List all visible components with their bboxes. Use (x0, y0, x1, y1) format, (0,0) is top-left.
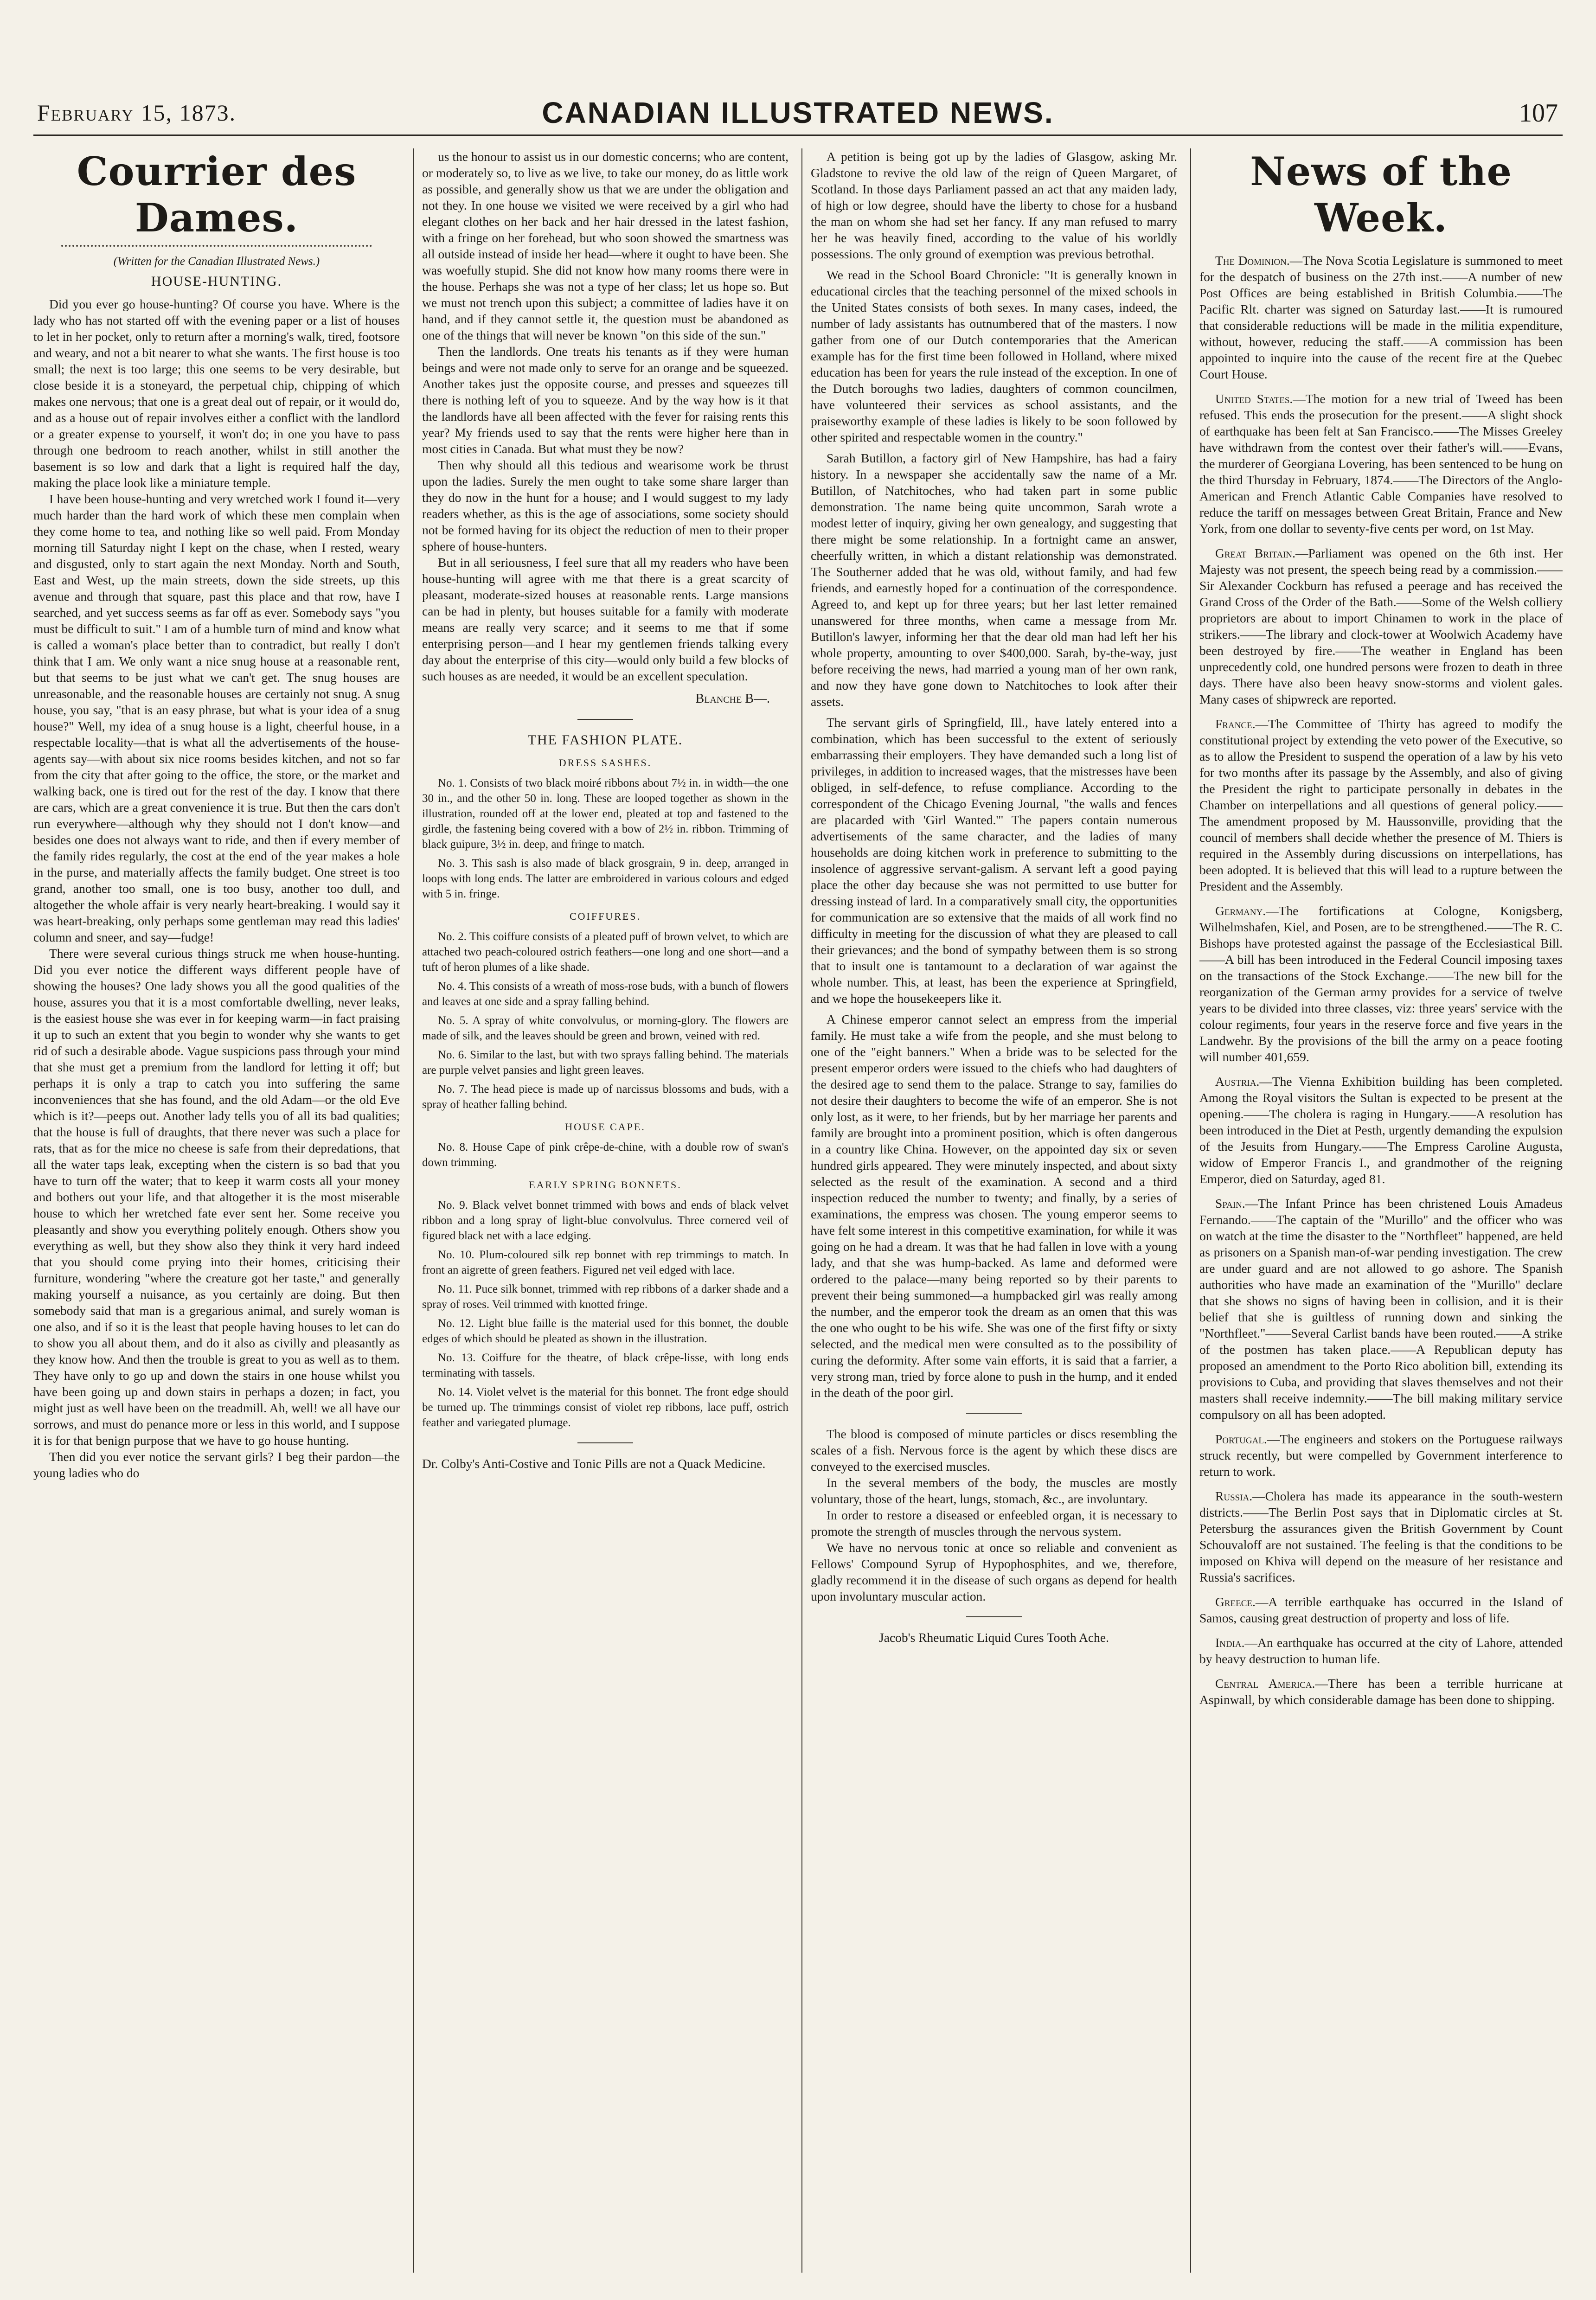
paragraph: A petition is being got up by the ladies of Glasgow, asking Mr. Gladstone to revive the old law of the reign of Queen Margaret, of Scotland. In those days Parliament passed an act that any maiden lady, of high or low degree, should have the liberty to chose for a husband the man on whom she had set her fancy. If any man refused to marry her he was heavily fined, according to the value of his worldly possessions. The only ground of exemption was previous betrothal. (811, 149, 1177, 261)
news-entry-text: —There has been a terrible hurricane at Aspinwall, by which considerable damage has been done to shipping. (1199, 1676, 1563, 1707)
fashion-item: No. 8. House Cape of pink crêpe-de-chine, with a double row of swan's down trimming. (422, 1141, 788, 1169)
fashion-item: No. 1. Consists of two black moiré ribbons about 7½ in. in width—the one 30 in., and the other 50 in. long. These are looped together as shown in the illustration, rounded off at the lower end, pleated at top and fastened to the girdle, the fastening being covered with a bow of 2½ in. ribbon. Trimming of black guipure, 3½ in. deep, and fringe to match. (422, 777, 788, 851)
news-entry-text: —The Vienna Exhibition building has been completed. Among the Royal visitors the Sultan is expected to be present at the opening.——The cholera is raging in Hungary.——A resolution has been introduced in the Diet at Pesth, urgently demanding the expulsion of the Jesuits from Hungary.——The Empress Caroline Augusta, widow of Emperor Francis I., and grandmother of the reigning Emperor, died on Saturday, aged 81. (1199, 1074, 1563, 1186)
news-entry (1199, 903, 1563, 1065)
page-number: 107 (1519, 99, 1558, 128)
fashion-item: No. 11. Puce silk bonnet, trimmed with rep ribbons of a darker shade and a spray of roses. Veil trimmed with knotted fringe. (422, 1283, 788, 1311)
notice-paragraph: In order to restore a diseased or enfeebled organ, it is necessary to promote the strength of muscles through the nervous system. (811, 1508, 1177, 1538)
news-entry (1199, 1594, 1563, 1626)
fashion-plate-title: THE FASHION PLATE. (527, 732, 683, 748)
fashion-item: No. 10. Plum-coloured silk rep bonnet with rep trimmings to match. In front an aigrette of green feathers. Figured net veil edged with lace. (422, 1249, 788, 1276)
issue-date: February 15, 1873. (37, 100, 237, 126)
news-entry-text: —A terrible earthquake has occurred in the Island of Samos, causing great destruction of property and loss of life. (1199, 1595, 1563, 1625)
column-4 (1199, 148, 1563, 2273)
paragraph: Then the landlords. One treats his tenants as if they were human beings and were not made only to serve for an orange and be squeezed. Another takes just the opposite course, and presses and squeezes till there is nothing left of you to squeeze. And by the way how is it that the landlords have all been affected with the fever for raising rents this year? My friends used to say that the rents were higher here than in most cities in Canada. But what must they be now? (422, 344, 788, 456)
news-entry-text: —The engineers and stokers on the Portuguese railways struck recently, but were compelled by Government interference to return to work. (1199, 1432, 1563, 1479)
news-entry-place: United States. (1215, 391, 1293, 406)
news-entry-place: France. (1215, 717, 1256, 731)
news-entry (1199, 1634, 1563, 1667)
dotted-rule (61, 245, 372, 247)
fashion-item: No. 4. This consists of a wreath of moss-rose buds, with a bunch of flowers and leaves at one side and a spray falling behind. (422, 980, 788, 1008)
news-entry-place: Central America. (1215, 1676, 1315, 1691)
news-entry-text: —The Nova Scotia Legislature is summoned to meet for the despatch of business on the 27th inst.——A number of new Post Offices are being established in British Columbia.——The Pacific Rlt. charter was signed on Saturday last.——It is rumoured that considerable reductions will be made in the militia expenditure, without, however, reducing the staff.——A commission has been appointed to inquire into the cause of the recent fire at the Quebec Court House. (1199, 253, 1563, 381)
column-2 (422, 148, 788, 2273)
news-entry-text: —The Committee of Thirty has agreed to modify the constitutional project by extending the veto power of the Executive, so as to allow the President to suspend the operation of a law by his veto for two months after its passage by the Assembly, and also of giving the President the right to participate personally in debates in the Chamber on interpellations and all questions of general policy.——The amendment proposed by M. Haussonville, providing that the council of members shall decide whether the presence of M. Thiers is required in the Assembly during discussions on interpellations, has been adopted. It is believed that this will lead to a rupture between the President and the Assembly. (1199, 717, 1563, 893)
divider (966, 1413, 1022, 1414)
fashion-item: No. 2. This coiffure consists of a pleated puff of brown velvet, to which are attached two peach-coloured ostrich feathers—one long and one short—and a tuft of heron plumes of a like shade. (422, 930, 788, 974)
newspaper-title: CANADIAN ILLUSTRATED NEWS. (542, 96, 1054, 129)
columns (33, 148, 1563, 2273)
paragraph: Then did you ever notice the servant girls? I beg their pardon—the young ladies who do (33, 1449, 400, 1480)
news-entry (1199, 252, 1563, 382)
news-entry-place: Russia. (1215, 1489, 1253, 1503)
notice-paragraph: The blood is composed of minute particles or discs resembling the scales of a fish. Nervous force is the agent by which these discs are conveyed to the exercised muscles. (811, 1427, 1177, 1474)
fashion-section-heading: COIFFURES. (569, 910, 641, 922)
news-entry-place: The Dominion. (1215, 253, 1290, 268)
news-entry-text: —The motion for a new trial of Tweed has been refused. This ends the prosecution for the present.——A slight shock of earthquake has been felt at San Francisco.——The Misses Greeley have withdrawn from the contest over their father's will.——Evans, the murderer of Georgiana Lovering, has been sentenced to be hung on the third Thursday in February, 1874.——The Directors of the Anglo-American and French Atlantic Cable Companies have resolved to reduce the tariff on messages between Great Britain, France and New York, from one dollar to seventy-five cents per word, on 1st May. (1199, 391, 1563, 536)
paragraph: us the honour to assist us in our domestic concerns; who are content, or moderately so, to live as we live, to take our money, do as little work as possible, and generally show us that we are under the obligation and not they. In one house we visited we were received by a girl who had elegant clothes on her back and her hair dressed in the latest fashion, with a fringe on her forehead, but who soon showed the smartness was all outside instead of inside her head—where it ought to have been. She was woefully stupid. She did not know how many rooms there were in the house. Perhaps she was not a type of her class; let us hope so. But we must not trench upon this subject; a committee of ladies have it on hand, and if they cannot settle it, the question must be abandoned as one of the things that will never be known "on this side of the sun." (422, 149, 788, 342)
news-entry-place: Greece. (1215, 1595, 1256, 1609)
fashion-sections (422, 755, 788, 1430)
article-body (33, 296, 400, 1481)
news-entry-place: India. (1215, 1635, 1245, 1650)
miscellany-body (811, 148, 1177, 1401)
news-entry (1199, 545, 1563, 707)
column-rule (1190, 148, 1191, 2273)
column-1 (33, 148, 400, 2273)
news-entry-place: Germany. (1215, 903, 1266, 918)
article-title: HOUSE-HUNTING. (151, 274, 282, 289)
news-entry (1199, 1488, 1563, 1585)
fashion-section-heading: HOUSE CAPE. (565, 1121, 646, 1133)
news-entry-place: Portugal. (1215, 1432, 1267, 1446)
news-entry (1199, 1431, 1563, 1480)
paragraph: We read in the School Board Chronicle: "It is generally known in educational circles that the teaching personnel of the mixed schools in the United States consists of both sexes. In many cases, indeed, the number of lady assistants has outnumbered that of the masters. I now gather from one of our Dutch contemporaries that the American example has for the first time been followed in Holland, where mixed education has been for years the rule instead of the exception. In one of the Dutch boroughs two ladies, daughters of common councilmen, have volunteered their services as school assistants, and the praiseworthy example of these ladies is likely to be soon followed by other spirited and respectable women in the country." (811, 268, 1177, 444)
column-masthead: News of the Week. (1250, 148, 1512, 241)
notice-body (811, 1426, 1177, 1604)
paragraph: Did you ever go house-hunting? Of course you have. Where is the lady who has not started off with the evening paper or a list of houses to let in her pocket, only to return after a morning's walk, tired, footsore and weary, and not a bit nearer to what she wants. The first house is too small; the next is too large; this one seems to be very desirable, but close beside it is a stoneyard, the perpetual chip, chipping of which makes one nervous; that one is a great deal out of repair, or it would do, and as a house out of repair involves either a conflict with the landlord or a greater expense to yourself, it won't do; in one you have to pass through one bedroom to reach another, whilst in still another the basement is so low and dark that a light is required half the day, making the place look like a miniature temple. (33, 297, 400, 490)
news-entry (1199, 1195, 1563, 1422)
divider (577, 1442, 633, 1443)
news-entry (1199, 391, 1563, 537)
news-entry-place: Great Britain. (1215, 546, 1296, 560)
column-rule (801, 148, 802, 2273)
news-entry (1199, 716, 1563, 894)
fashion-section-heading: DRESS SASHES. (558, 757, 652, 769)
byline: (Written for the Canadian Illustrated News.) (113, 255, 320, 268)
notice-paragraph: In the several members of the body, the muscles are mostly voluntary, those of the heart, lungs, stomach, &c., are involuntary. (811, 1475, 1177, 1506)
column-masthead: Courrier des Dames. (77, 148, 357, 241)
news-entry-text: —The fortifications at Cologne, Konigsberg, Wilhelmshafen, Kiel, and Posen, are to be strengthened.——The R. C. Bishops have protested against the passage of the Ecclesiastical Bill.——A bill has been introduced in the Federal Council imposing taxes on the transactions of the Stock Exchange.——The new bill for the reorganization of the German army provides for a service of twelve years to be divided into three classes, viz: three years' service with the colour regiments, four years in the reserve force and five years in the Landwehr. By the provisions of the bill the army on a peace footing will number 401,659. (1199, 903, 1563, 1064)
fashion-item: No. 12. Light blue faille is the material used for this bonnet, the double edges of which should be pleated as shown in the illustration. (422, 1317, 788, 1345)
news-entry (1199, 1675, 1563, 1708)
column-rule (413, 148, 414, 2273)
fashion-item: No. 14. Violet velvet is the material for this bonnet. The front edge should be turned up. The trimmings consist of violet rep ribbons, lace puff, ostrich feather and variegated plumage. (422, 1386, 788, 1429)
news-entry-text: —An earthquake has occurred at the city of Lahore, attended by heavy destruction to human life. (1199, 1635, 1563, 1666)
fashion-item: No. 6. Similar to the last, but with two sprays falling behind. The materials are purple velvet pansies and light green leaves. (422, 1049, 788, 1076)
advertisement: Jacob's Rheumatic Liquid Cures Tooth Ache. (879, 1630, 1109, 1645)
notice-paragraph: We have no nervous tonic at once so reliable and convenient as Fellows' Compound Syrup of Hypophosphites, and we, therefore, gladly recommend it in the disease of such organs as depend for health upon involuntary muscular action. (811, 1540, 1177, 1603)
divider (577, 719, 633, 720)
news-entry-place: Austria. (1215, 1074, 1260, 1089)
fashion-item: No. 3. This sash is also made of black grosgrain, 9 in. deep, arranged in loops with long ends. The latter are embroidered in various colours and edged with 5 in. fringe. (422, 857, 788, 900)
signature: Blanche B—. (695, 692, 770, 706)
paragraph: There were several curious things struck me when house-hunting. Did you ever notice the different ways different people have of showing the houses? One lady shows you all the good qualities of the house, assures you that it is a most comfortable dwelling, never leaks, is the easiest house she was ever in for keeping warm—in fact praising it up to such an extent that you begin to wonder why she wants to get rid of such a desirable abode. Vague suspicions pass through your mind that she must get a premium from the landlord for letting it off; but perhaps it is only a trap to catch you into suffering the same inconveniences that she has found, and the old Adam—or the old Eve which is it?—peeps out. Another lady tells you of all its bad qualities; that the house is full of draughts, that there never was such a place for rats, that as for the mice no cheese is safe from their depredations, that all the water taps leak, excepting when the cistern is so bad that you have to turn off the water; that to keep it warm costs all your money and bothers out your life, and that altogether it is the most miserable house to which her wretched fate ever sent her. Some receive you pleasantly and show you everything politely enough. Others show you everything as well, but they show also they think it very hard indeed that you should come prying into their homes, criticising their furniture, wondering "where the creature got her taste," and generally making yourself a nuisance, as you certainly are doing. But then somebody said that man is a gregarious animal, and surely woman is one also, and if so it is the least that people having houses to let can do to show you all about them, and do it also as civilly and pleasantly as they know how. And then the trouble is great to you as well as to them. They have only to go up and down the stairs in one house whilst you have been going up and down stairs in perhaps a dozen; in fact, you might just as well have been on the treadmill. Ah, well! we all have our sorrows, and must do penance more or less in this world, and I suppose it is for that benign purpose that we have to go house hunting. (33, 946, 400, 1448)
paragraph: A Chinese emperor cannot select an empress from the imperial family. He must take a wife from the people, and she must belong to one of the "eight banners." When a bride was to be selected for the present emperor orders were issued to the chiefs who had daughters of the desired age to send them to the palace. Strange to say, families do not desire their daughters to become the wife of an emperor. She is not only lost, as it were, to her friends, but by her marriage her parents and family are brought into a prominent position, which is often dangerous in a country like China. However, on the appointed day six or seven hundred girls appeared. They were minutely inspected, and about sixty selected as the result of the examination. A second and a third inspection reduced the number to twenty; and finally, by a series of examinations, the empress was chosen. The young emperor seems to have felt some interest in this competitive examination, for while it was going on he had a dream. It was that he had fallen in love with a young lady, and that she was hump-backed. As lame and deformed were ordered to the palace—many being reported so by their parents to prevent their being summoned—a humpbacked girl was really among the number, and the emperor took the dream as an omen that this was the one who ought to be his wife. She was one of the first fifty or sixty selected, and the medical men were consulted as to the possibility of curing the deformity. After some vain efforts, it is said that a farrier, a very strong man, tried by force alone to push in the hump, and it ended in the death of the poor girl. (811, 1012, 1177, 1400)
news-entry-place: Spain. (1215, 1196, 1245, 1211)
paragraph: Sarah Butillon, a factory girl of New Hampshire, has had a fairy history. In a newspaper she accidentally saw the name of a Mr. Butillon, of Natchitoches, who had taken part in some public demonstration. The name being quite uncommon, Sarah wrote a modest letter of inquiry, giving her own genealogy, and suggesting that there might be some relationship. In a fortnight came an answer, cheerfully written, in which a distant relationship was demonstrated. The Southerner added that he was old, without family, and had few friends, and earnestly hoped for a continuation of the correspondence. Agreed to, and kept up for three years; but her last letter remained unanswered for three months, when came a message from Mr. Butillon's lawyer, informing her that the dear old man had left her his whole property, amounting to over $400,000. Sarah, by-the-way, just before receiving the news, had married a young man of her own rank, and now they have gone down to Natchitoches to look after their assets. (811, 451, 1177, 709)
news-entry-text: —Parliament was opened on the 6th inst. Her Majesty was not present, the speech being read by a commission.——Sir Alexander Cockburn has refused a peerage and has received the Grand Cross of the Order of the Bath.——Some of the Welsh colliery proprietors are about to import Chinamen to work in the place of strikers.——The library and clock-tower at Woolwich Academy have been destroyed by fire.——The weather in England has been unprecedently cold, one hundred persons were frozen to death in three days. There have also been heavy snow-storms and violent gales. Many cases of shipwreck are reported. (1199, 546, 1563, 706)
divider (966, 1616, 1022, 1617)
page-header (33, 83, 1563, 136)
fashion-section-heading: EARLY SPRING BONNETS. (529, 1179, 682, 1191)
fashion-item: No. 13. Coiffure for the theatre, of black crêpe-lisse, with long ends terminating with tassels. (422, 1352, 788, 1379)
paragraph: But in all seriousness, I feel sure that all my readers who have been house-hunting will agree with me that there is a great scarcity of pleasant, moderate-sized houses at reasonable rents. Large mansions can be had in plenty, but houses suitable for a family with moderate means are really very scarce; and it seems to me that if some enterprising person—and I hear my gentlemen friends talking every day about the enterprise of this city—would only build a few blocks of such houses as are needed, it would be an excellent speculation. (422, 555, 788, 683)
news-entry (1199, 1073, 1563, 1187)
fashion-item: No. 5. A spray of white convolvulus, or morning-glory. The flowers are made of silk, and the leaves should be green and brown, veined with red. (422, 1014, 788, 1042)
fashion-item: No. 7. The head piece is made up of narcissus blossoms and buds, with a spray of heather falling behind. (422, 1083, 788, 1111)
newspaper-page (33, 83, 1563, 2282)
paragraph: Then why should all this tedious and wearisome work be thrust upon the ladies. Surely the men ought to take some share larger than they do now in the hunt for a house; and I would suggest to my lady readers whether, as this is the age of associations, some society should not be formed having for its object the reduction of men to their proper sphere of house-hunters. (422, 458, 788, 553)
news-entries (1199, 252, 1563, 1708)
news-entry-text: —The Infant Prince has been christened Louis Amadeus Fernando.——The captain of the "Murillo" and the officer who was on watch at the time the disaster to the "Northfleet" happened, are held as prisoners on a Spanish man-of-war pending investigation. The crew are under guard and are not allowed to go ashore. The Spanish authorities who have made an examination of the "Murillo" declare that she shows no signs of having been in collision, and it is their belief that she is guiltless of running down and sinking the "Northfleet."——Several Carlist bands have been routed.——A strike of the postmen has taken place.——A Republican deputy has proposed an amendment to the Porto Rico abolition bill, extending its provisions to Cuba, and providing that slaves themselves and not their masters shall receive indemnity.——The bill making military service compulsory on all has been adopted. (1199, 1196, 1563, 1422)
column-3 (811, 148, 1177, 2273)
fashion-item: No. 9. Black velvet bonnet trimmed with bows and ends of black velvet ribbon and a long spray of light-blue convolvulus. Three cornered veil of figured black net with a lace edging. (422, 1199, 788, 1242)
paragraph: I have been house-hunting and very wretched work I found it—very much harder than the hard work of which these men complain when they come home to tea, and nothing like so well paid. From Monday morning till Saturday night I kept on the chase, when I rested, weary and disgusted, only to start again the next Monday. North and South, East and West, up the main streets, down the side streets, up this avenue and through that square, past this place and that row, have I searched, and yet success seems as far off as ever. Somebody says "you must be difficult to suit." I am of a humble turn of mind and know what is called a woman's place better than to contradict, but really I don't think that I am. We only want a nice snug house at a reasonable rent, but that seems to be just what we can't get. The snug houses are unreasonable, and the reasonable houses are certainly not snug. A snug house, you say, "that is an easy phrase, but what is your idea of a snug house?" Well, my idea of a snug house is a light, cheerful house, in a respectable locality—that is what all the advertisements of the house-agents say—with about six nice rooms besides kitchen, and not so far from the city that after going to the office, the store, or the market and walking back, one is tired out for the rest of the day. I know that there are cars, which are a great convenience it is true. But then the cars don't run everywhere—although why they should not I don't know—and besides one does not always want to ride, and then if every member of the family rides regularly, the cost at the end of the year makes a hole in the purse, and materially affects the family budget. One street is too grand, another too small, one is too busy, another too dull, and altogether the whole affair is very nearly heart-breaking. I would say it was heart-breaking, only perhaps some gentleman may read this ladies' column and sneer, and say—fudge! (33, 492, 400, 944)
news-entry-text: —Cholera has made its appearance in the south-western districts.——The Berlin Post says that in Diplomatic circles at St. Petersburg the assurances given the British Government by Count Schouvaloff are not sustained. The feeling is that the conditions to be imposed on Khiva will depend on the measure of her resistance and Russia's sacrifices. (1199, 1489, 1563, 1584)
paragraph: The servant girls of Springfield, Ill., have lately entered into a combination, which has been successful to the extent of seriously embarrassing their employers. They have demanded such a long list of privileges, in addition to increased wages, that the mistresses have been obliged, in self-defence, to refuse compliance. According to the correspondent of the Chicago Evening Journal, "the walls and fences are placarded with 'Girl Wanted.'" The papers contain numerous advertisements of the same character, and the ladies of many households are doing kitchen work in preference to submitting to the insolence of aggressive servant-galism. A servant left a good paying place the other day because she was not permitted to use butter for dressing instead of lard. In a comparatively small city, the opportunities for communication are so extensive that the maids of all work find no difficulty in meeting for the discussion of what they are pleased to call their grievances; and the bond of sympathy between them is so strong that to insult one is tantamount to a declaration of war against the whole number. This, at least, has been the experience at Springfield, and we hope the housekeepers like it. (811, 715, 1177, 1006)
article-body-continued (422, 148, 788, 684)
advertisement: Dr. Colby's Anti-Costive and Tonic Pills are not a Quack Medicine. (422, 1456, 766, 1471)
